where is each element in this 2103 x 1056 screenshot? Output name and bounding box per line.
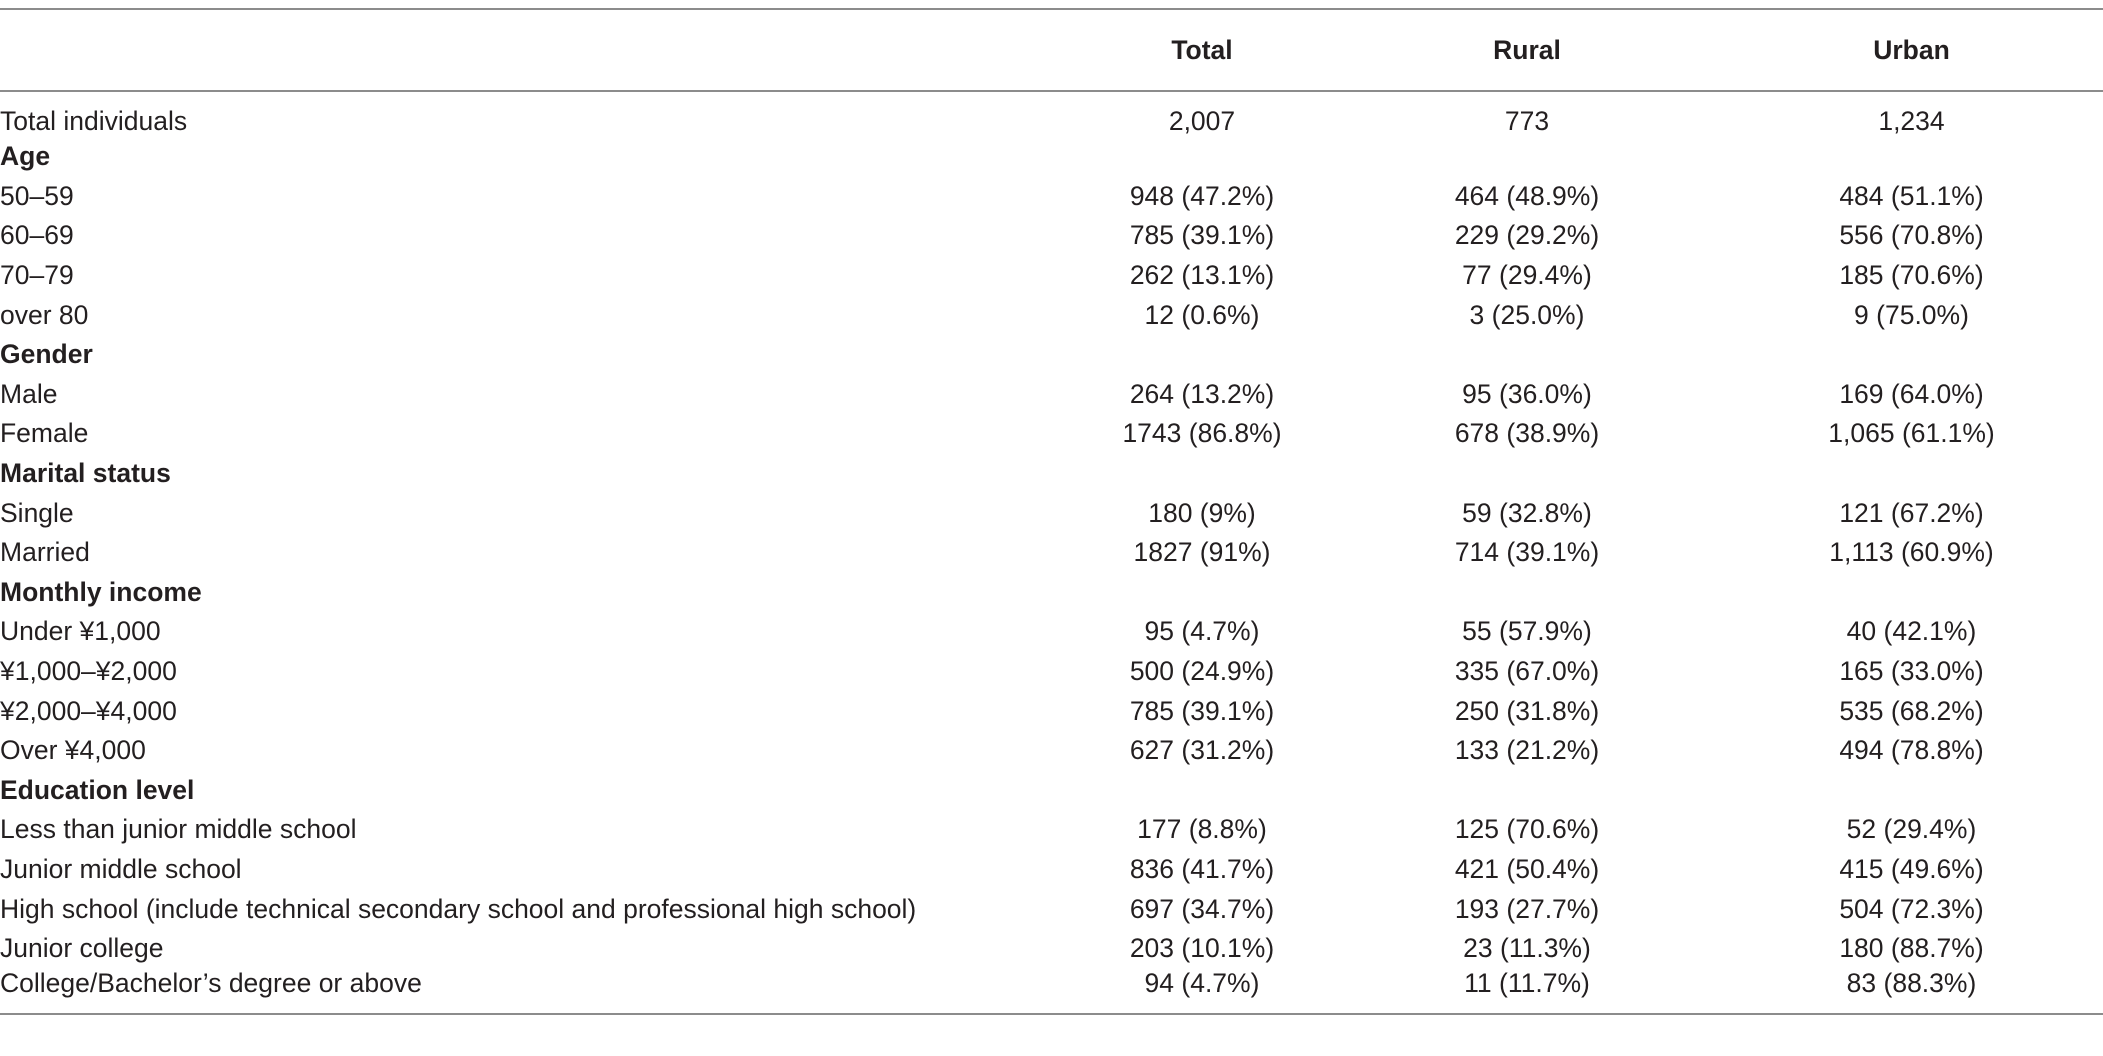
total-cell: 785 (39.1%) [1129, 220, 1275, 251]
total-cell: 697 (34.7%) [1129, 893, 1275, 924]
total-cell: 785 (39.1%) [1129, 695, 1275, 726]
empty-cell [1334, 573, 1720, 613]
row-label: over 80 [0, 299, 89, 330]
urban-cell: 556 (70.8%) [1839, 220, 1984, 251]
rural-cell: 421 (50.4%) [1454, 853, 1600, 884]
row-label: Single [0, 497, 74, 528]
section-header-row [0, 573, 2103, 613]
header-total: Total [1070, 9, 1334, 91]
section-label: Gender [0, 339, 93, 370]
section-header-row [0, 335, 2103, 375]
table-row [0, 968, 2103, 1014]
total-cell: 500 (24.9%) [1129, 656, 1275, 687]
rural-cell: 229 (29.2%) [1454, 220, 1600, 251]
table-row [0, 177, 2103, 217]
total-cell: 948 (47.2%) [1129, 180, 1275, 211]
empty-cell [1720, 454, 2103, 494]
row-label: ¥2,000–¥4,000 [0, 695, 177, 726]
row-label: Married [0, 537, 90, 568]
section-header-row [0, 771, 2103, 811]
row-label: Junior college [0, 933, 164, 964]
urban-cell: 484 (51.1%) [1839, 180, 1984, 211]
rural-cell: 133 (21.2%) [1454, 735, 1600, 766]
table-header [0, 9, 2103, 91]
total-cell: 94 (4.7%) [1070, 968, 1334, 1014]
section-header-row [0, 137, 2103, 177]
rural-cell: 59 (32.8%) [1462, 497, 1592, 528]
total-cell: 1743 (86.8%) [1122, 418, 1282, 449]
table-row [0, 533, 2103, 573]
table-row [0, 612, 2103, 652]
total-cell: 180 (9%) [1148, 497, 1256, 528]
header-urban: Urban [1720, 9, 2103, 91]
table-row [0, 295, 2103, 335]
urban-cell: 83 (88.3%) [1720, 968, 2103, 1014]
urban-cell: 415 (49.6%) [1839, 853, 1984, 884]
empty-cell [1720, 137, 2103, 177]
header-label-cell [0, 9, 1070, 91]
section-header-row [0, 454, 2103, 494]
row-label: College/Bachelor’s degree or above [0, 968, 1070, 1014]
table-row [0, 91, 2103, 137]
row-label: Less than junior middle school [0, 814, 357, 845]
row-label: 60–69 [0, 220, 74, 251]
urban-cell: 52 (29.4%) [1846, 814, 1977, 845]
rural-cell: 250 (31.8%) [1454, 695, 1600, 726]
demographics-table-container [0, 8, 2103, 1015]
rural-cell: 125 (70.6%) [1454, 814, 1600, 845]
empty-cell [1720, 573, 2103, 613]
rural-cell: 23 (11.3%) [1463, 933, 1591, 964]
rural-cell: 678 (38.9%) [1454, 418, 1600, 449]
table-row [0, 929, 2103, 969]
total-cell: 264 (13.2%) [1129, 378, 1275, 409]
table-row [0, 850, 2103, 890]
urban-cell: 1,065 (61.1%) [1828, 418, 1995, 449]
table-row [0, 216, 2103, 256]
empty-cell [1070, 573, 1334, 613]
total-cell: 203 (10.1%) [1129, 933, 1275, 964]
demographics-table [0, 8, 2103, 1015]
total-cell: 262 (13.1%) [1129, 260, 1275, 291]
empty-cell [1070, 454, 1334, 494]
section-label: Monthly income [0, 576, 202, 607]
urban-cell: 1,113 (60.9%) [1829, 537, 1994, 568]
empty-cell [1334, 137, 1720, 177]
rural-cell: 773 [1504, 106, 1550, 136]
section-label: Education level [0, 774, 195, 805]
empty-cell [1070, 335, 1334, 375]
table-row [0, 731, 2103, 771]
urban-cell: 165 (33.0%) [1839, 656, 1984, 687]
urban-cell: 180 (88.7%) [1839, 933, 1984, 964]
total-cell: 2,007 [1168, 106, 1236, 136]
rural-cell: 464 (48.9%) [1454, 180, 1600, 211]
table-row [0, 375, 2103, 415]
row-label: ¥1,000–¥2,000 [0, 656, 177, 687]
row-label: 50–59 [0, 180, 74, 211]
empty-cell [1334, 335, 1720, 375]
row-label: Total individuals [0, 106, 188, 136]
urban-cell: 1,234 [1878, 106, 1945, 136]
table-row [0, 652, 2103, 692]
row-label: High school (include technical secondary school and professional high school) [0, 893, 917, 924]
empty-cell [1720, 771, 2103, 811]
header-row [0, 9, 2103, 91]
rural-cell: 714 (39.1%) [1454, 537, 1600, 568]
table-row [0, 493, 2103, 533]
urban-cell: 40 (42.1%) [1846, 616, 1977, 647]
urban-cell: 185 (70.6%) [1839, 260, 1984, 291]
empty-cell [1070, 771, 1334, 811]
table-row [0, 810, 2103, 850]
row-label: Female [0, 418, 89, 449]
empty-cell [1334, 454, 1720, 494]
table-body [0, 91, 2103, 1014]
total-cell: 836 (41.7%) [1129, 853, 1275, 884]
total-cell: 177 (8.8%) [1137, 814, 1267, 845]
table-row [0, 414, 2103, 454]
rural-cell: 3 (25.0%) [1469, 299, 1585, 330]
total-cell: 12 (0.6%) [1144, 299, 1260, 330]
total-cell: 95 (4.7%) [1144, 616, 1260, 647]
total-cell: 1827 (91%) [1133, 537, 1271, 568]
empty-cell [1334, 771, 1720, 811]
section-label: Marital status [0, 458, 171, 489]
table-row [0, 691, 2103, 731]
row-label: Under ¥1,000 [0, 616, 161, 647]
rural-cell: 11 (11.7%) [1334, 968, 1720, 1014]
table-row [0, 256, 2103, 296]
row-label: Over ¥4,000 [0, 735, 146, 766]
section-label: Age [0, 141, 51, 172]
rural-cell: 95 (36.0%) [1462, 378, 1592, 409]
urban-cell: 535 (68.2%) [1839, 695, 1984, 726]
urban-cell: 504 (72.3%) [1839, 893, 1984, 924]
rural-cell: 55 (57.9%) [1462, 616, 1592, 647]
urban-cell: 494 (78.8%) [1839, 735, 1984, 766]
row-label: Male [0, 378, 58, 409]
header-rural: Rural [1334, 9, 1720, 91]
rural-cell: 335 (67.0%) [1454, 656, 1600, 687]
urban-cell: 121 (67.2%) [1839, 497, 1984, 528]
urban-cell: 169 (64.0%) [1839, 378, 1984, 409]
row-label: Junior middle school [0, 853, 242, 884]
rural-cell: 77 (29.4%) [1462, 260, 1592, 291]
row-label: 70–79 [0, 260, 74, 291]
table-row [0, 889, 2103, 929]
empty-cell [1720, 335, 2103, 375]
urban-cell: 9 (75.0%) [1854, 299, 1969, 330]
empty-cell [1070, 137, 1334, 177]
total-cell: 627 (31.2%) [1129, 735, 1275, 766]
rural-cell: 193 (27.7%) [1454, 893, 1600, 924]
